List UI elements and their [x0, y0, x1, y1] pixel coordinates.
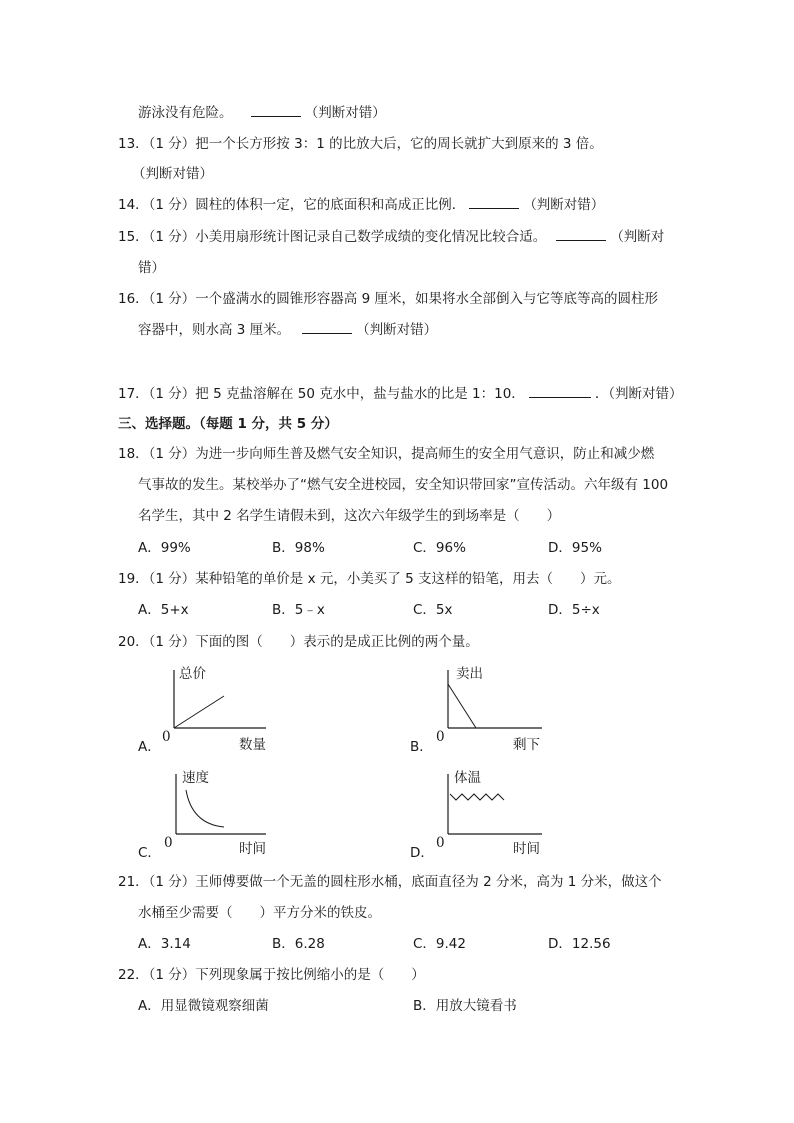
graph-b-origin: 0 — [436, 729, 445, 745]
q14-answer-blank[interactable] — [469, 196, 519, 209]
q15-text: 15．（1 分）小美用扇形统计图记录自己数学成绩的变化情况比较合适。 — [118, 229, 547, 245]
graph-d-ylabel: 体温 — [454, 770, 481, 786]
q19-option-a[interactable]: A．5+x — [138, 602, 189, 618]
graph-c-ylabel: 速度 — [182, 770, 209, 786]
q18-option-a[interactable]: A．99% — [138, 540, 191, 556]
q17-suffix: ．（判断对错） — [594, 386, 683, 402]
q22-option-a[interactable]: A．用显微镜观察细菌 — [138, 998, 269, 1014]
graph-b-ylabel: 卖出 — [456, 666, 483, 682]
q20-graph-b[interactable] — [410, 662, 560, 758]
graph-c-origin: 0 — [164, 835, 173, 851]
q18-line1: 18．（1 分）为进一步向师生普及燃气安全知识，提高师生的安全用气意识，防止和减少燃 — [118, 446, 655, 462]
q19-line1: 19．（1 分）某种铅笔的单价是 x 元，小美买了 5 支这样的铅笔，用去（ ）元。 — [118, 571, 621, 587]
q15-line2: 错） — [138, 260, 165, 276]
q21-option-b[interactable]: B．6.28 — [272, 936, 325, 952]
q20-option-d-label: D． — [410, 845, 434, 861]
q13-line2: （判断对错） — [132, 166, 213, 182]
q20-graph-c[interactable] — [138, 766, 278, 862]
q18-option-d[interactable]: D．95% — [548, 540, 602, 556]
graph-a-ylabel: 总价 — [179, 666, 206, 682]
q15-answer-blank[interactable] — [556, 228, 606, 241]
q16-answer-blank[interactable] — [302, 321, 352, 334]
q16-text: 容器中，则水高 3 厘米。 — [138, 322, 291, 338]
q12-text: 游泳没有危险。 — [138, 105, 233, 121]
graph-d-zigzag — [450, 794, 504, 800]
q12-line — [138, 104, 386, 122]
q19-option-b[interactable]: B．5﹣x — [272, 602, 325, 618]
q22-line1: 22．（1 分）下列现象属于按比例缩小的是（ ） — [118, 967, 425, 983]
q18-option-b[interactable]: B．98% — [272, 540, 325, 556]
q21-line2: 水桶至少需要（ ）平方分米的铁皮。 — [138, 905, 381, 921]
q18-line3: 名学生，其中 2 名学生请假未到，这次六年级学生的到场率是（ ） — [138, 508, 561, 524]
graph-d-xlabel: 时间 — [513, 841, 540, 857]
q20-option-a-label: A． — [138, 739, 161, 755]
q12-suffix: （判断对错） — [304, 105, 386, 121]
q15-suffix: （判断对 — [610, 229, 665, 245]
graph-b-xlabel: 剩下 — [513, 737, 540, 753]
q18-option-c[interactable]: C．96% — [413, 540, 466, 556]
graph-a-line — [174, 696, 224, 728]
q16-line1: 16．（1 分）一个盛满水的圆锥形容器高 9 厘米，如果将水全部倒入与它等底等高的圆柱形 — [118, 291, 658, 307]
q21-option-c[interactable]: C．9.42 — [413, 936, 466, 952]
q12-answer-blank[interactable] — [251, 104, 301, 117]
q19-option-d[interactable]: D．5÷x — [548, 602, 600, 618]
q20-graph-a[interactable] — [138, 662, 278, 758]
q15-line1 — [118, 228, 664, 246]
graph-c-curve — [186, 790, 224, 827]
q16-line2 — [138, 321, 437, 339]
graph-a-xlabel: 数量 — [239, 737, 266, 753]
q22-option-b[interactable]: B．用放大镜看书 — [413, 998, 517, 1014]
q20-line1: 20．（1 分）下面的图（ ）表示的是成正比例的两个量。 — [118, 634, 479, 650]
q14-text: 14．（1 分）圆柱的体积一定，它的底面积和高成正比例． — [118, 197, 466, 213]
q20-option-b-label: B． — [410, 739, 433, 755]
q19-option-c[interactable]: C．5x — [413, 602, 453, 618]
graph-a-origin: 0 — [162, 729, 171, 745]
q20-graph-d[interactable] — [410, 766, 560, 862]
q16-suffix: （判断对错） — [356, 322, 438, 338]
q20-option-c-label: C． — [138, 845, 161, 861]
q21-option-d[interactable]: D．12.56 — [548, 936, 611, 952]
q14-suffix: （判断对错） — [523, 197, 605, 213]
q17-line — [118, 385, 683, 403]
graph-d-origin: 0 — [436, 835, 445, 851]
q21-line1: 21．（1 分）王师傅要做一个无盖的圆柱形水桶，底面直径为 2 分米，高为 1 分米，做这个 — [118, 874, 662, 890]
q21-option-a[interactable]: A．3.14 — [138, 936, 191, 952]
q17-answer-blank[interactable] — [529, 385, 591, 398]
graph-c-xlabel: 时间 — [239, 841, 266, 857]
graph-b-line — [448, 684, 476, 728]
section-title: 三、选择题。（每题 1 分，共 5 分） — [118, 416, 338, 432]
q17-text: 17．（1 分）把 5 克盐溶解在 50 克水中，盐与盐水的比是 1：10． — [118, 386, 525, 402]
q14-line — [118, 196, 604, 214]
q13-line1: 13．（1 分）把一个长方形按 3：1 的比放大后，它的周长就扩大到原来的 3 倍。 — [118, 136, 603, 152]
q18-line2: 气事故的发生。某校举办了“燃气安全进校园，安全知识带回家”宣传活动。六年级有 100 — [138, 477, 669, 493]
